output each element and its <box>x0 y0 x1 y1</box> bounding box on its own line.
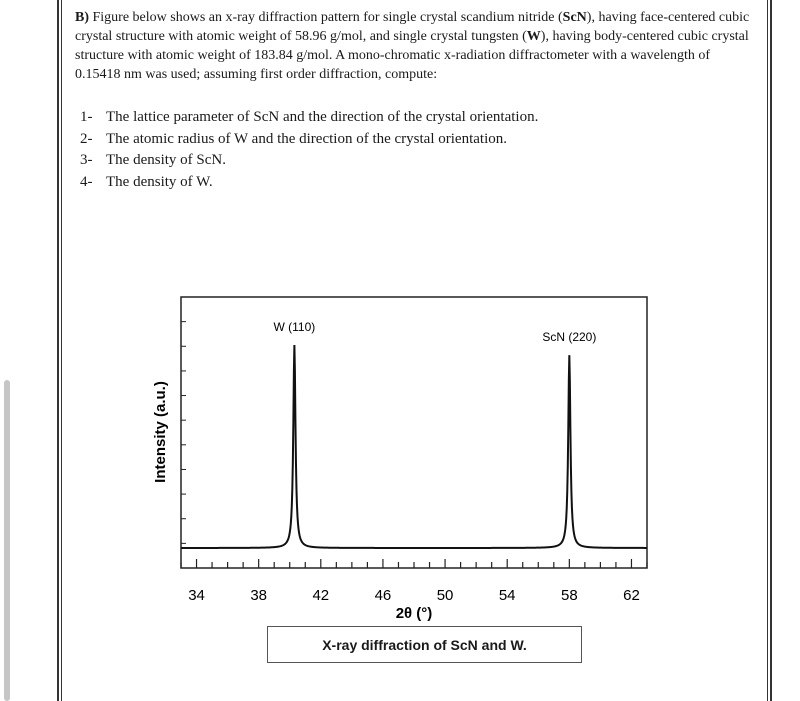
w-label: W <box>526 29 541 44</box>
problem-label: B) <box>75 10 89 25</box>
question-text: The density of W. <box>106 173 213 190</box>
x-tick-label: 54 <box>498 587 516 604</box>
question-text: The lattice parameter of ScN and the direction of the crystal orientation. <box>106 109 539 125</box>
x-tick-labels <box>188 587 640 604</box>
question-number: 4- <box>80 173 93 190</box>
x-tick-label: 58 <box>560 587 578 604</box>
question-text: The atomic radius of W and the direction of the crystal orientation. <box>106 130 507 147</box>
peak-labels <box>273 320 596 344</box>
question-number: 1- <box>80 109 93 125</box>
x-tick-label: 50 <box>436 587 454 604</box>
question-text: The density of ScN. <box>106 152 226 168</box>
question-number: 3- <box>80 152 93 168</box>
x-tick-label: 42 <box>312 587 330 604</box>
x-tick-label: 38 <box>250 587 268 604</box>
peak-label: ScN (220) <box>542 330 597 345</box>
peak-label: W (110) <box>273 320 316 334</box>
x-tick-label: 62 <box>623 587 640 604</box>
x-axis-label: 2θ (°) <box>395 605 433 622</box>
tick-marks <box>181 322 647 568</box>
x-tick-label: 34 <box>188 587 205 604</box>
chart-title: X-ray diffraction of ScN and W. <box>322 636 527 653</box>
intro-text-2: ), having face-centered cubic crystal structure with atomic weight of 58.96 g/mol, and single crystal tungsten ( <box>75 10 750 44</box>
intro-text-1: Figure below shows an x-ray diffraction pattern for single crystal scandium nitride ( <box>92 10 563 25</box>
x-tick-label: 46 <box>374 587 392 604</box>
scn-label: ScN <box>562 10 587 25</box>
question-number: 2- <box>80 130 93 147</box>
y-axis-label: Intensity (a.u.) <box>152 381 169 483</box>
chart-caption <box>267 626 582 663</box>
intro-text-3: ), having body-centered cubic crystal structure with atomic weight of 183.84 g/mol. A mono-chromatic x-radiation diffractometer with a wavelength of 0.15418 nm was used; assuming first order diffraction, compute: <box>75 29 749 82</box>
diffraction-line <box>181 345 647 548</box>
